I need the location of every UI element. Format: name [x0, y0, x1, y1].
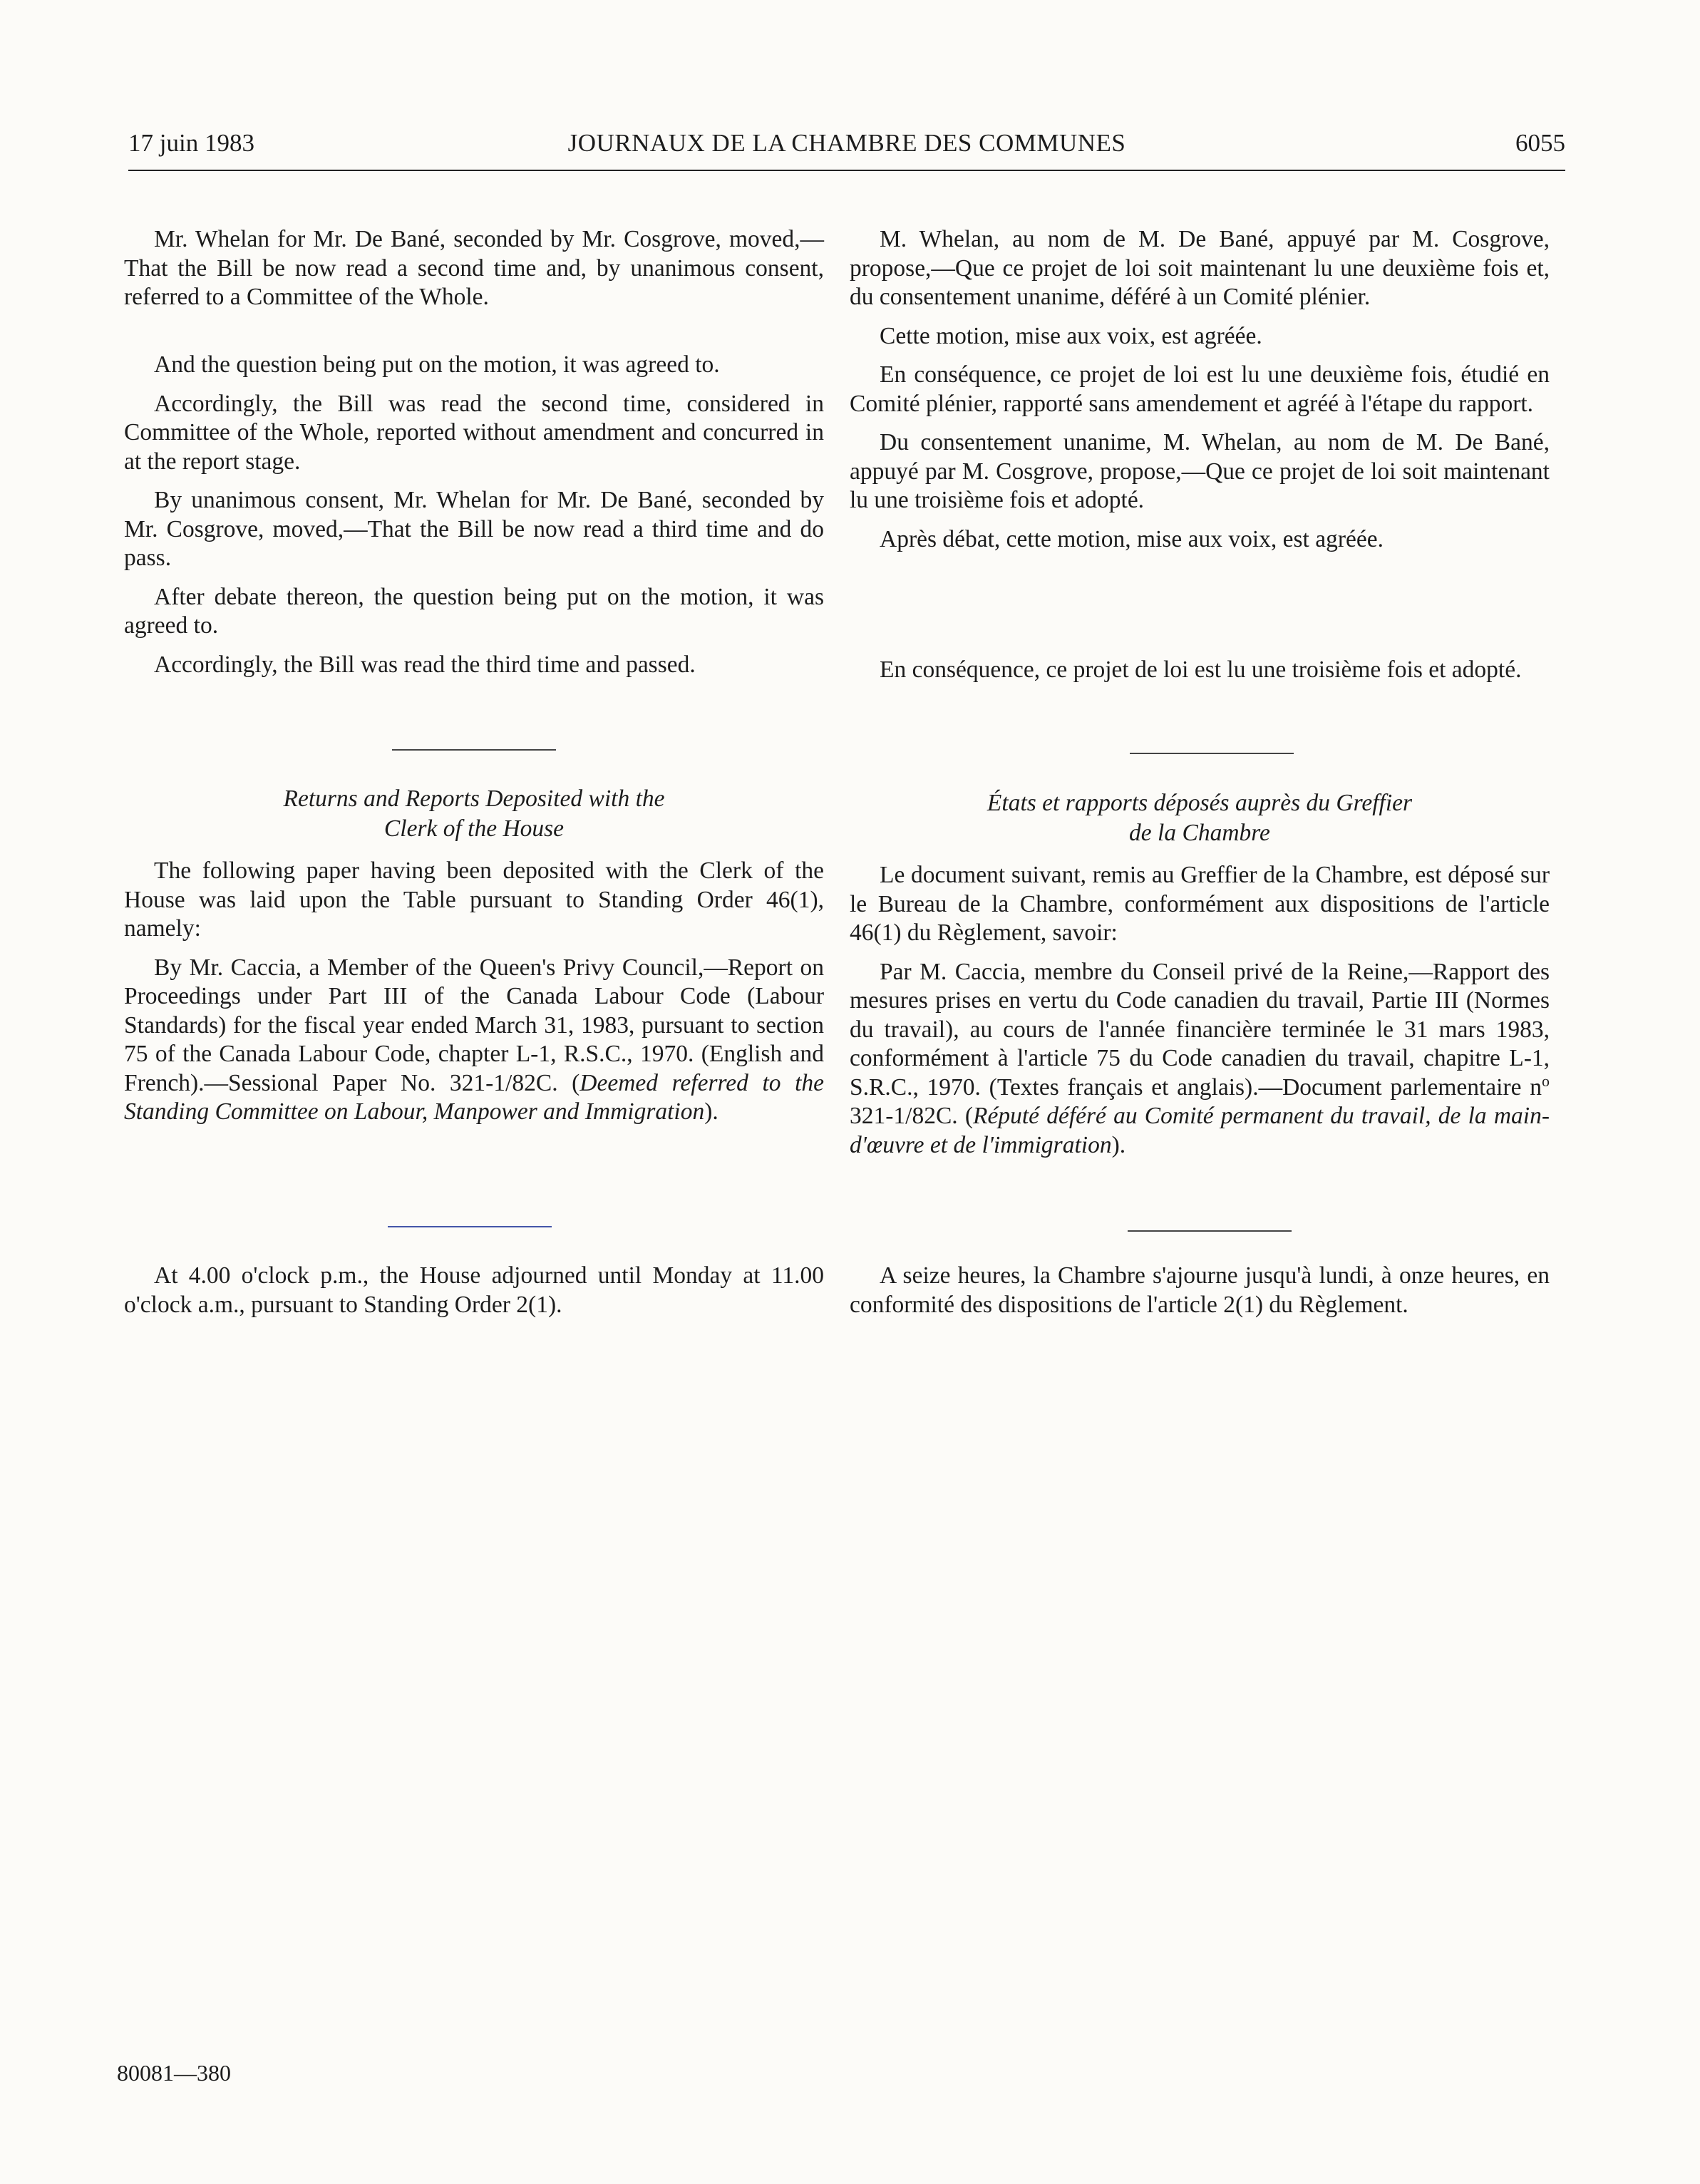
header-page-number: 6055: [1515, 129, 1565, 157]
paragraph: Le document suivant, remis au Greffier de la Chambre, est déposé sur le Bureau de la Chambre, conformément aux dispositions de l'article 46(1) du Règlement, savoir:: [850, 862, 1550, 946]
english-returns-body: [124, 857, 824, 1127]
paragraph: En conséquence, ce projet de loi est lu une deuxième fois, étudié en Comité plénier, rapporté sans amendement et agréé à l'étape du rapport.: [850, 361, 1550, 417]
french-proceedings-end: [850, 656, 1550, 695]
paragraph: Après débat, cette motion, mise aux voix, est agréée.: [880, 525, 1384, 552]
paragraph: A seize heures, la Chambre s'ajourne jusqu'à lundi, à onze heures, en conformité des dispositions de l'article 2(1) du Règlement.: [850, 1262, 1550, 1318]
paragraph: Mr. Whelan for Mr. De Bané, seconded by Mr. Cosgrove, moved,—That the Bill be now read a second time and, by unanimous consent, referred to a Committee of the Whole.: [124, 226, 824, 310]
paragraph: Accordingly, the Bill was read the second time, considered in Committee of the Whole, reported without amendment and concurred in at the report stage.: [124, 390, 824, 475]
paragraph: Accordingly, the Bill was read the third time and passed.: [154, 651, 696, 678]
french-returns-body: [850, 861, 1550, 1160]
header-journal-title: JOURNAUX DE LA CHAMBRE DES COMMUNES: [567, 129, 1126, 157]
section-divider: [388, 1226, 552, 1227]
header-date: 17 juin 1983: [128, 129, 254, 157]
paragraph: And the question being put on the motion, it was agreed to.: [154, 351, 720, 378]
paragraph: Par M. Caccia, membre du Conseil privé de la Reine,—Rapport des mesures prises en vertu du Code canadien du travail, Partie III (Normes du travail), au cours de l'année financière terminée le 31 mars 1983, conformément à l'article 75 du Code canadien du travail, chapitre L-1, S.R.C., 1970. (Textes français et anglais).—Document parlementaire $n^o$ 321-1/82C. (Réputé déféré au Comité permanent du travail, de la main-d'œuvre et de l'immigration).: [850, 958, 1550, 1158]
paragraph: The following paper having been deposited with the Clerk of the House was laid upon the Table pursuant to Standing Order 46(1), namely:: [124, 857, 824, 942]
paragraph: En conséquence, ce projet de loi est lu une troisième fois et adopté.: [880, 656, 1522, 683]
english-returns-heading: Returns and Reports Deposited with the Clerk of the House: [283, 785, 665, 842]
paragraph: M. Whelan, au nom de M. De Bané, appuyé par M. Cosgrove, propose,—Que ce projet de loi soit maintenant lu une deuxième fois et, du consentement unanime, déféré à un Comité plénier.: [850, 226, 1550, 310]
english-proceedings: [124, 351, 824, 689]
paragraph: After debate thereon, the question being put on the motion, it was agreed to.: [124, 583, 824, 639]
footer-print-code: 80081—380: [117, 2060, 231, 2086]
section-divider: [1130, 753, 1294, 754]
page-header: [128, 127, 1565, 171]
english-adjournment: [124, 1262, 824, 1329]
french-adjournment: [850, 1262, 1550, 1329]
french-proceedings: [850, 225, 1550, 564]
french-returns-heading: États et rapports déposés auprès du Greffier de la Chambre: [986, 790, 1413, 846]
paragraph: Cette motion, mise aux voix, est agréée.: [880, 322, 1262, 349]
paragraph: By Mr. Caccia, a Member of the Queen's Privy Council,—Report on Proceedings under Part III of the Canada Labour Code (Labour Standards) for the fiscal year ended March 31, 1983, pursuant to section 75 of the Canada Labour Code, chapter L-1, R.S.C., 1970. (English and French).—Sessional Paper No. 321-1/82C. (Deemed referred to the Standing Committee on Labour, Manpower and Immigration).: [124, 954, 824, 1125]
paragraph: By unanimous consent, Mr. Whelan for Mr. De Bané, seconded by Mr. Cosgrove, moved,—That the Bill be now read a third time and do pass.: [124, 487, 824, 571]
section-divider: [1128, 1230, 1292, 1232]
english-proceedings-intro: [124, 225, 824, 322]
paragraph: At 4.00 o'clock p.m., the House adjourned until Monday at 11.00 o'clock a.m., pursuant to Standing Order 2(1).: [124, 1262, 824, 1318]
section-divider: [392, 749, 556, 751]
paragraph: Du consentement unanime, M. Whelan, au nom de M. De Bané, appuyé par M. Cosgrove, propose,—Que ce projet de loi soit maintenant lu une troisième fois et adopté.: [850, 429, 1550, 513]
